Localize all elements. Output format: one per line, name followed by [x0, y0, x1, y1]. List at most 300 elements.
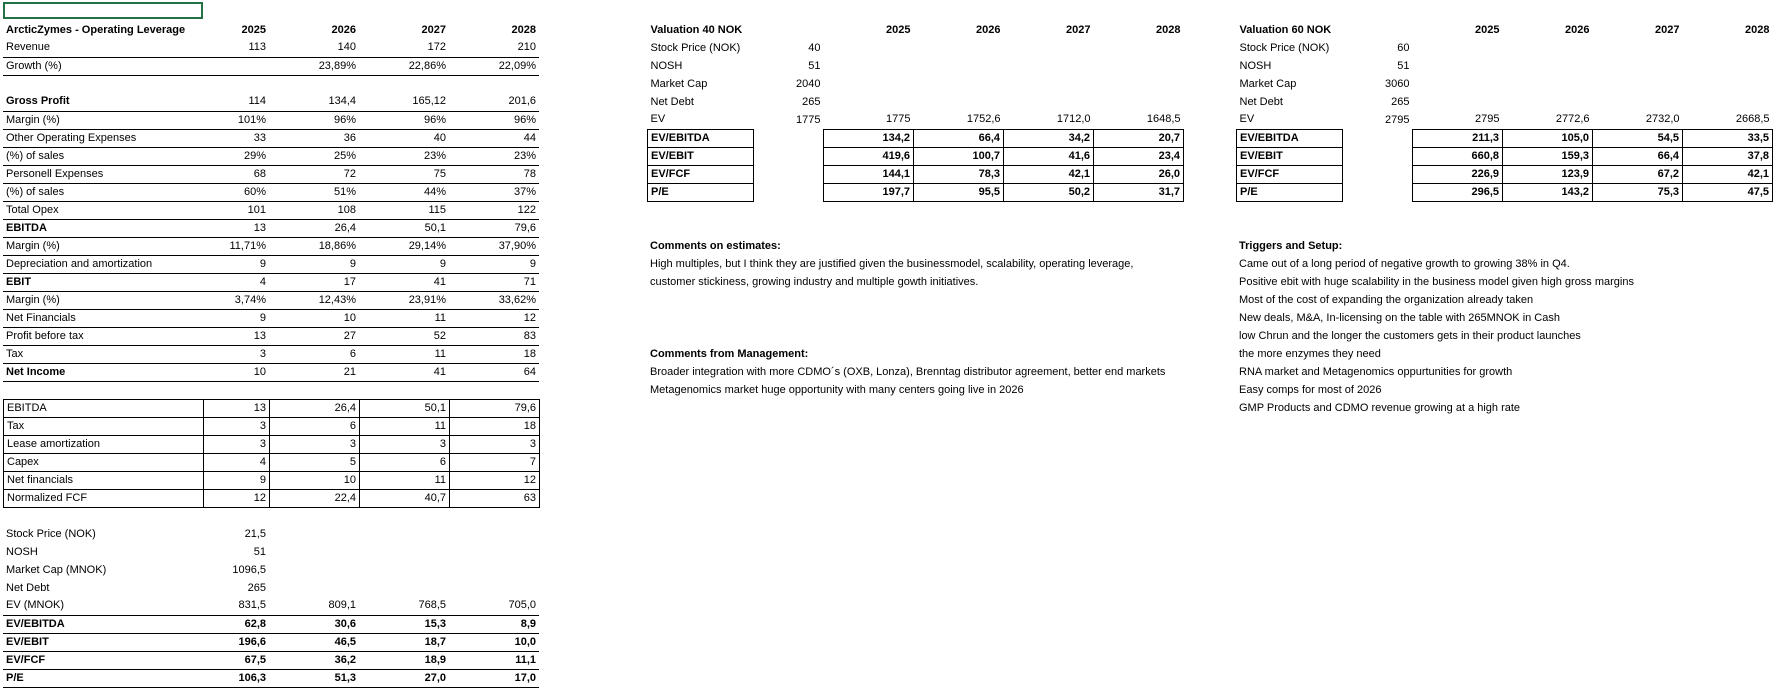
- year-header[interactable]: 2027: [1066, 23, 1091, 36]
- row-label[interactable]: EBIT: [3, 273, 203, 291]
- row-label[interactable]: Net Debt: [1239, 95, 1283, 108]
- row-value[interactable]: 15,3: [359, 615, 449, 633]
- row-value[interactable]: 44: [449, 129, 539, 147]
- row-value[interactable]: 101: [203, 201, 269, 219]
- row-value[interactable]: 108: [269, 201, 359, 219]
- row-label[interactable]: Net Income: [3, 363, 203, 381]
- row-value[interactable]: 18: [449, 345, 539, 363]
- empty-cell[interactable]: [1413, 75, 1503, 93]
- row-label[interactable]: Net Financials: [3, 309, 203, 327]
- row-label[interactable]: Market Cap: [1239, 77, 1297, 90]
- ev-value[interactable]: 2668,5: [1735, 113, 1770, 126]
- empty-cell[interactable]: [359, 525, 449, 543]
- row-value[interactable]: 21: [269, 363, 359, 381]
- row-label[interactable]: EV (MNOK): [3, 597, 203, 615]
- row-label[interactable]: EV/EBIT: [1237, 147, 1343, 165]
- year-header[interactable]: 2025: [241, 23, 266, 36]
- row-value[interactable]: 42,1: [1004, 165, 1094, 183]
- row-value[interactable]: [449, 75, 539, 93]
- row-label[interactable]: EV/EBITDA: [648, 129, 754, 147]
- row-value[interactable]: 12: [449, 309, 539, 327]
- empty-cell[interactable]: [1413, 57, 1503, 75]
- empty-cell[interactable]: [1503, 39, 1593, 57]
- row-value[interactable]: 26,4: [269, 219, 359, 237]
- row-value[interactable]: 6: [269, 345, 359, 363]
- empty-cell[interactable]: [1343, 147, 1413, 165]
- row-value[interactable]: 265: [1391, 95, 1410, 108]
- row-value[interactable]: 68: [203, 165, 269, 183]
- row-label[interactable]: EBITDA: [4, 400, 204, 418]
- row-value[interactable]: 9: [203, 309, 269, 327]
- row-value[interactable]: 79,6: [450, 400, 540, 418]
- row-value[interactable]: 79,6: [449, 219, 539, 237]
- row-value[interactable]: 37,8: [1683, 147, 1773, 165]
- row-label[interactable]: P/E: [3, 669, 203, 687]
- row-label[interactable]: Other Operating Expenses: [3, 129, 203, 147]
- row-value[interactable]: 51: [1397, 59, 1410, 72]
- valuation-title[interactable]: Valuation 60 NOK: [1239, 23, 1332, 36]
- row-value[interactable]: 11,1: [449, 651, 539, 669]
- row-label[interactable]: (%) of sales: [3, 183, 203, 201]
- row-value[interactable]: [359, 75, 449, 93]
- row-value[interactable]: 9: [204, 472, 270, 490]
- row-value[interactable]: 40: [359, 129, 449, 147]
- row-value[interactable]: 1775: [796, 113, 821, 126]
- row-value[interactable]: 20,7: [1094, 129, 1184, 147]
- row-value[interactable]: 75: [359, 165, 449, 183]
- row-label[interactable]: Tax: [3, 345, 203, 363]
- row-label[interactable]: Stock Price (NOK): [1239, 41, 1330, 54]
- row-value[interactable]: 33,62%: [449, 291, 539, 309]
- row-value[interactable]: 10,0: [449, 633, 539, 651]
- row-value[interactable]: 3: [360, 436, 450, 454]
- empty-cell[interactable]: [269, 579, 359, 597]
- row-value[interactable]: 113: [203, 39, 269, 57]
- row-value[interactable]: 106,3: [203, 669, 269, 687]
- row-value[interactable]: 140: [269, 39, 359, 57]
- row-value[interactable]: 29,14%: [359, 237, 449, 255]
- row-label[interactable]: NOSH: [6, 545, 38, 558]
- empty-cell[interactable]: [269, 525, 359, 543]
- year-header[interactable]: 2028: [1745, 23, 1770, 36]
- row-value[interactable]: 41: [359, 273, 449, 291]
- empty-cell[interactable]: [754, 147, 824, 165]
- row-value[interactable]: 23,4: [1094, 147, 1184, 165]
- row-value[interactable]: [203, 75, 269, 93]
- row-label[interactable]: Growth (%): [3, 57, 203, 75]
- empty-cell[interactable]: [1343, 183, 1413, 201]
- row-value[interactable]: 23%: [359, 147, 449, 165]
- row-value[interactable]: 83: [449, 327, 539, 345]
- row-value[interactable]: 3: [204, 418, 270, 436]
- empty-cell[interactable]: [914, 57, 1004, 75]
- row-value[interactable]: 17: [269, 273, 359, 291]
- empty-cell[interactable]: [1094, 93, 1184, 111]
- row-value[interactable]: 23,89%: [269, 57, 359, 75]
- empty-cell[interactable]: [1094, 39, 1184, 57]
- row-value[interactable]: 41: [359, 363, 449, 381]
- row-value[interactable]: 50,1: [360, 400, 450, 418]
- row-label[interactable]: P/E: [1237, 183, 1343, 201]
- row-value[interactable]: 44%: [359, 183, 449, 201]
- row-value[interactable]: 9: [203, 255, 269, 273]
- row-label[interactable]: EV/EBITDA: [3, 615, 203, 633]
- row-value[interactable]: 42,1: [1683, 165, 1773, 183]
- ev-value[interactable]: 1648,5: [1146, 113, 1181, 126]
- row-value[interactable]: 10: [269, 309, 359, 327]
- row-value[interactable]: 33: [203, 129, 269, 147]
- multiple-row: [1237, 129, 1773, 147]
- row-value[interactable]: 71: [449, 273, 539, 291]
- row-value[interactable]: 11,71%: [203, 237, 269, 255]
- row-value[interactable]: 51,3: [269, 669, 359, 687]
- empty-cell[interactable]: [1683, 93, 1773, 111]
- row-value[interactable]: 27: [269, 327, 359, 345]
- empty-cell[interactable]: [1343, 129, 1413, 147]
- empty-cell[interactable]: [1413, 39, 1503, 57]
- row-label[interactable]: Market Cap: [650, 77, 708, 90]
- row-value[interactable]: 25%: [269, 147, 359, 165]
- empty-cell[interactable]: [1004, 75, 1094, 93]
- row-value[interactable]: 22,86%: [359, 57, 449, 75]
- row-label[interactable]: (%) of sales: [3, 147, 203, 165]
- row-label[interactable]: Market Cap (MNOK): [6, 563, 107, 576]
- row-label[interactable]: Lease amortization: [4, 436, 204, 454]
- row-value[interactable]: 60%: [203, 183, 269, 201]
- year-header[interactable]: 2025: [886, 23, 911, 36]
- year-header[interactable]: 2028: [1156, 23, 1181, 36]
- valuation-title[interactable]: Valuation 40 NOK: [650, 23, 743, 36]
- row-label[interactable]: Stock Price (NOK): [6, 527, 96, 540]
- row-label[interactable]: Net Debt: [6, 581, 50, 594]
- empty-cell[interactable]: [1593, 75, 1683, 93]
- row-value[interactable]: 13: [203, 327, 269, 345]
- empty-cell[interactable]: [269, 561, 359, 579]
- row-label[interactable]: EV: [1239, 113, 1255, 126]
- row-value[interactable]: 9: [449, 255, 539, 273]
- row-label[interactable]: Total Opex: [3, 201, 203, 219]
- empty-cell[interactable]: [754, 129, 824, 147]
- row-value[interactable]: 23%: [449, 147, 539, 165]
- empty-cell[interactable]: [1343, 165, 1413, 183]
- row-label[interactable]: Profit before tax: [3, 327, 203, 345]
- row-value[interactable]: 12: [450, 472, 540, 490]
- row-value[interactable]: 831,5: [203, 597, 269, 615]
- row-value[interactable]: [203, 57, 269, 75]
- row-value[interactable]: 101%: [203, 111, 269, 129]
- sheet-title[interactable]: ArcticZymes - Operating Leverage: [6, 23, 186, 36]
- row-value[interactable]: 2795: [1385, 113, 1410, 126]
- empty-cell[interactable]: [359, 561, 449, 579]
- row-label[interactable]: P/E: [648, 183, 754, 201]
- row-label[interactable]: Capex: [4, 454, 204, 472]
- row-label[interactable]: [3, 75, 203, 93]
- empty-cell[interactable]: [269, 543, 359, 561]
- row-value[interactable]: 10: [270, 472, 360, 490]
- row-label[interactable]: Normalized FCF: [4, 490, 204, 508]
- row-value[interactable]: 660,8: [1413, 147, 1503, 165]
- empty-cell[interactable]: [359, 579, 449, 597]
- row-value[interactable]: 63: [450, 490, 540, 508]
- row-value[interactable]: 50,1: [359, 219, 449, 237]
- row-value[interactable]: 21,5: [244, 527, 266, 540]
- row-value[interactable]: 123,9: [1503, 165, 1593, 183]
- row-value[interactable]: 210: [449, 39, 539, 57]
- year-header[interactable]: 2027: [421, 23, 446, 36]
- row-value[interactable]: 114: [203, 93, 269, 111]
- empty-cell[interactable]: [914, 39, 1004, 57]
- selected-cell[interactable]: [3, 2, 203, 19]
- row-value[interactable]: 17,0: [449, 669, 539, 687]
- trigger-line: the more enzymes they need: [1239, 348, 1381, 360]
- row-value[interactable]: 27,0: [359, 669, 449, 687]
- row-value[interactable]: 3: [204, 436, 270, 454]
- empty-cell[interactable]: [359, 543, 449, 561]
- row-label[interactable]: NOSH: [650, 59, 683, 72]
- row-value[interactable]: 40: [808, 41, 821, 54]
- empty-cell[interactable]: [824, 39, 914, 57]
- empty-cell[interactable]: [1094, 57, 1184, 75]
- row-value[interactable]: 144,1: [824, 165, 914, 183]
- row-value[interactable]: 12: [204, 490, 270, 508]
- row-value[interactable]: 211,3: [1413, 129, 1503, 147]
- row-value[interactable]: 41,6: [1004, 147, 1094, 165]
- empty-cell[interactable]: [824, 57, 914, 75]
- row-value[interactable]: 26,0: [1094, 165, 1184, 183]
- table-row: [3, 327, 539, 345]
- row-value[interactable]: 115: [359, 201, 449, 219]
- row-value[interactable]: 40,7: [360, 490, 450, 508]
- empty-cell[interactable]: [1593, 57, 1683, 75]
- row-value[interactable]: 768,5: [359, 597, 449, 615]
- row-value[interactable]: [269, 75, 359, 93]
- row-value[interactable]: 36,2: [269, 651, 359, 669]
- row-value[interactable]: 96%: [449, 111, 539, 129]
- row-label[interactable]: EBITDA: [3, 219, 203, 237]
- ev-value[interactable]: 1775: [886, 113, 911, 126]
- row-value[interactable]: 265: [247, 581, 266, 594]
- row-label[interactable]: EV/FCF: [1237, 165, 1343, 183]
- row-value[interactable]: 122: [449, 201, 539, 219]
- row-value[interactable]: 96%: [269, 111, 359, 129]
- row-value[interactable]: 4: [204, 454, 270, 472]
- row-label[interactable]: EV: [650, 113, 666, 126]
- row-value[interactable]: 75,3: [1593, 183, 1683, 201]
- empty-cell[interactable]: [914, 75, 1004, 93]
- empty-cell[interactable]: [449, 525, 539, 543]
- row-value[interactable]: 809,1: [269, 597, 359, 615]
- row-value[interactable]: 72: [269, 165, 359, 183]
- row-value[interactable]: 67,2: [1593, 165, 1683, 183]
- row-value[interactable]: 46,5: [269, 633, 359, 651]
- row-label[interactable]: EV/EBITDA: [1237, 129, 1343, 147]
- row-value[interactable]: 18,86%: [269, 237, 359, 255]
- row-label[interactable]: Net financials: [4, 472, 204, 490]
- row-value[interactable]: 11: [360, 472, 450, 490]
- row-value[interactable]: 78: [449, 165, 539, 183]
- row-value[interactable]: 100,7: [914, 147, 1004, 165]
- row-label[interactable]: Gross Profit: [3, 93, 203, 111]
- empty-cell[interactable]: [1593, 93, 1683, 111]
- year-header[interactable]: 2025: [1475, 23, 1500, 36]
- row-value[interactable]: 3: [450, 436, 540, 454]
- row-value[interactable]: 3: [203, 345, 269, 363]
- row-value[interactable]: 51: [253, 545, 266, 558]
- row-value[interactable]: 8,9: [449, 615, 539, 633]
- row-label[interactable]: EV/FCF: [3, 651, 203, 669]
- year-header[interactable]: 2026: [331, 23, 356, 36]
- empty-cell[interactable]: [1503, 57, 1593, 75]
- row-label[interactable]: EV/EBIT: [3, 633, 203, 651]
- row-value[interactable]: 62,8: [203, 615, 269, 633]
- empty-cell[interactable]: [1004, 93, 1094, 111]
- year-header[interactable]: 2026: [1565, 23, 1590, 36]
- row-value[interactable]: 134,2: [824, 129, 914, 147]
- row-value[interactable]: 11: [359, 309, 449, 327]
- ev-value[interactable]: 1752,6: [966, 113, 1001, 126]
- empty-cell[interactable]: [1683, 39, 1773, 57]
- row-value[interactable]: 172: [359, 39, 449, 57]
- row-value[interactable]: 159,3: [1503, 147, 1593, 165]
- row-label[interactable]: Margin (%): [3, 291, 203, 309]
- row-value[interactable]: 165,12: [359, 93, 449, 111]
- row-value[interactable]: 51: [808, 59, 821, 72]
- row-value[interactable]: 34,2: [1004, 129, 1094, 147]
- row-value[interactable]: 6: [270, 418, 360, 436]
- row-value[interactable]: 26,4: [270, 400, 360, 418]
- year-header[interactable]: 2028: [511, 23, 536, 36]
- row-value[interactable]: 6: [360, 454, 450, 472]
- row-value[interactable]: 51%: [269, 183, 359, 201]
- row-value[interactable]: 78,3: [914, 165, 1004, 183]
- row-label[interactable]: Tax: [4, 418, 204, 436]
- empty-cell[interactable]: [1683, 75, 1773, 93]
- row-label[interactable]: EV/EBIT: [648, 147, 754, 165]
- row-value[interactable]: 37,90%: [449, 237, 539, 255]
- row-value[interactable]: 22,09%: [449, 57, 539, 75]
- row-value[interactable]: 705,0: [449, 597, 539, 615]
- empty-cell[interactable]: [1004, 57, 1094, 75]
- row-value[interactable]: 265: [802, 95, 821, 108]
- empty-cell[interactable]: [824, 75, 914, 93]
- row-value[interactable]: 134,4: [269, 93, 359, 111]
- row-value[interactable]: 47,5: [1683, 183, 1773, 201]
- row-value[interactable]: 13: [204, 400, 270, 418]
- row-value[interactable]: 201,6: [449, 93, 539, 111]
- ev-value[interactable]: 2732,0: [1645, 113, 1680, 126]
- row-value[interactable]: 2040: [796, 77, 821, 90]
- row-value[interactable]: 37%: [449, 183, 539, 201]
- empty-cell[interactable]: [1004, 39, 1094, 57]
- year-header[interactable]: 2027: [1655, 23, 1680, 36]
- row-label[interactable]: Net Debt: [650, 95, 694, 108]
- row-value[interactable]: 67,5: [203, 651, 269, 669]
- empty-cell[interactable]: [754, 183, 824, 201]
- row-label[interactable]: Revenue: [3, 39, 203, 57]
- row-value[interactable]: 419,6: [824, 147, 914, 165]
- row-value[interactable]: 13: [203, 219, 269, 237]
- row-value[interactable]: 33,5: [1683, 129, 1773, 147]
- empty-cell[interactable]: [754, 165, 824, 183]
- empty-cell[interactable]: [1413, 93, 1503, 111]
- row-value[interactable]: 22,4: [270, 490, 360, 508]
- row-value[interactable]: 50,2: [1004, 183, 1094, 201]
- row-value[interactable]: 5: [270, 454, 360, 472]
- row-label[interactable]: Margin (%): [3, 111, 203, 129]
- row-value[interactable]: 23,91%: [359, 291, 449, 309]
- row-value[interactable]: 95,5: [914, 183, 1004, 201]
- row-label[interactable]: Depreciation and amortization: [3, 255, 203, 273]
- row-value[interactable]: 66,4: [914, 129, 1004, 147]
- row-value[interactable]: 9: [359, 255, 449, 273]
- row-label[interactable]: Stock Price (NOK): [650, 41, 741, 54]
- ev-value[interactable]: 1712,0: [1056, 113, 1091, 126]
- empty-cell[interactable]: [1343, 21, 1413, 39]
- empty-cell[interactable]: [754, 21, 824, 39]
- row-value[interactable]: 296,5: [1413, 183, 1503, 201]
- empty-cell[interactable]: [1094, 75, 1184, 93]
- row-value[interactable]: 3,74%: [203, 291, 269, 309]
- row-value[interactable]: 4: [203, 273, 269, 291]
- row-value[interactable]: 226,9: [1413, 165, 1503, 183]
- row-value[interactable]: 1096,5: [232, 563, 266, 576]
- row-value[interactable]: 12,43%: [269, 291, 359, 309]
- row-value[interactable]: 31,7: [1094, 183, 1184, 201]
- row-value[interactable]: 10: [203, 363, 269, 381]
- row-value[interactable]: 52: [359, 327, 449, 345]
- row-value[interactable]: 11: [360, 418, 450, 436]
- row-value[interactable]: 18,9: [359, 651, 449, 669]
- row-value[interactable]: 18: [450, 418, 540, 436]
- year-header[interactable]: 2026: [976, 23, 1001, 36]
- row-value[interactable]: 3060: [1385, 77, 1410, 90]
- row-value[interactable]: 60: [1397, 41, 1410, 54]
- row-value[interactable]: 105,0: [1503, 129, 1593, 147]
- empty-cell[interactable]: [1503, 93, 1593, 111]
- empty-cell[interactable]: [449, 561, 539, 579]
- row-label[interactable]: Personell Expenses: [3, 165, 203, 183]
- empty-cell[interactable]: [1503, 75, 1593, 93]
- row-value[interactable]: 196,6: [203, 633, 269, 651]
- row-value[interactable]: 54,5: [1593, 129, 1683, 147]
- row-label[interactable]: Margin (%): [3, 237, 203, 255]
- fcf-row: [4, 490, 540, 508]
- row-value[interactable]: 143,2: [1503, 183, 1593, 201]
- empty-cell[interactable]: [1593, 39, 1683, 57]
- ev-value[interactable]: 2795: [1475, 113, 1500, 126]
- empty-cell[interactable]: [914, 93, 1004, 111]
- empty-cell[interactable]: [1683, 57, 1773, 75]
- empty-cell[interactable]: [449, 579, 539, 597]
- row-value[interactable]: 11: [359, 345, 449, 363]
- row-value[interactable]: 29%: [203, 147, 269, 165]
- row-value[interactable]: 3: [270, 436, 360, 454]
- row-value[interactable]: 30,6: [269, 615, 359, 633]
- row-value[interactable]: 18,7: [359, 633, 449, 651]
- row-value[interactable]: 66,4: [1593, 147, 1683, 165]
- row-label[interactable]: NOSH: [1239, 59, 1272, 72]
- row-value[interactable]: 64: [449, 363, 539, 381]
- row-value[interactable]: 7: [450, 454, 540, 472]
- row-value[interactable]: 96%: [359, 111, 449, 129]
- row-label[interactable]: EV/FCF: [648, 165, 754, 183]
- row-value[interactable]: 197,7: [824, 183, 914, 201]
- row-value[interactable]: 36: [269, 129, 359, 147]
- empty-cell[interactable]: [449, 543, 539, 561]
- empty-cell[interactable]: [824, 93, 914, 111]
- row-value[interactable]: 9: [269, 255, 359, 273]
- ev-value[interactable]: 2772,6: [1555, 113, 1590, 126]
